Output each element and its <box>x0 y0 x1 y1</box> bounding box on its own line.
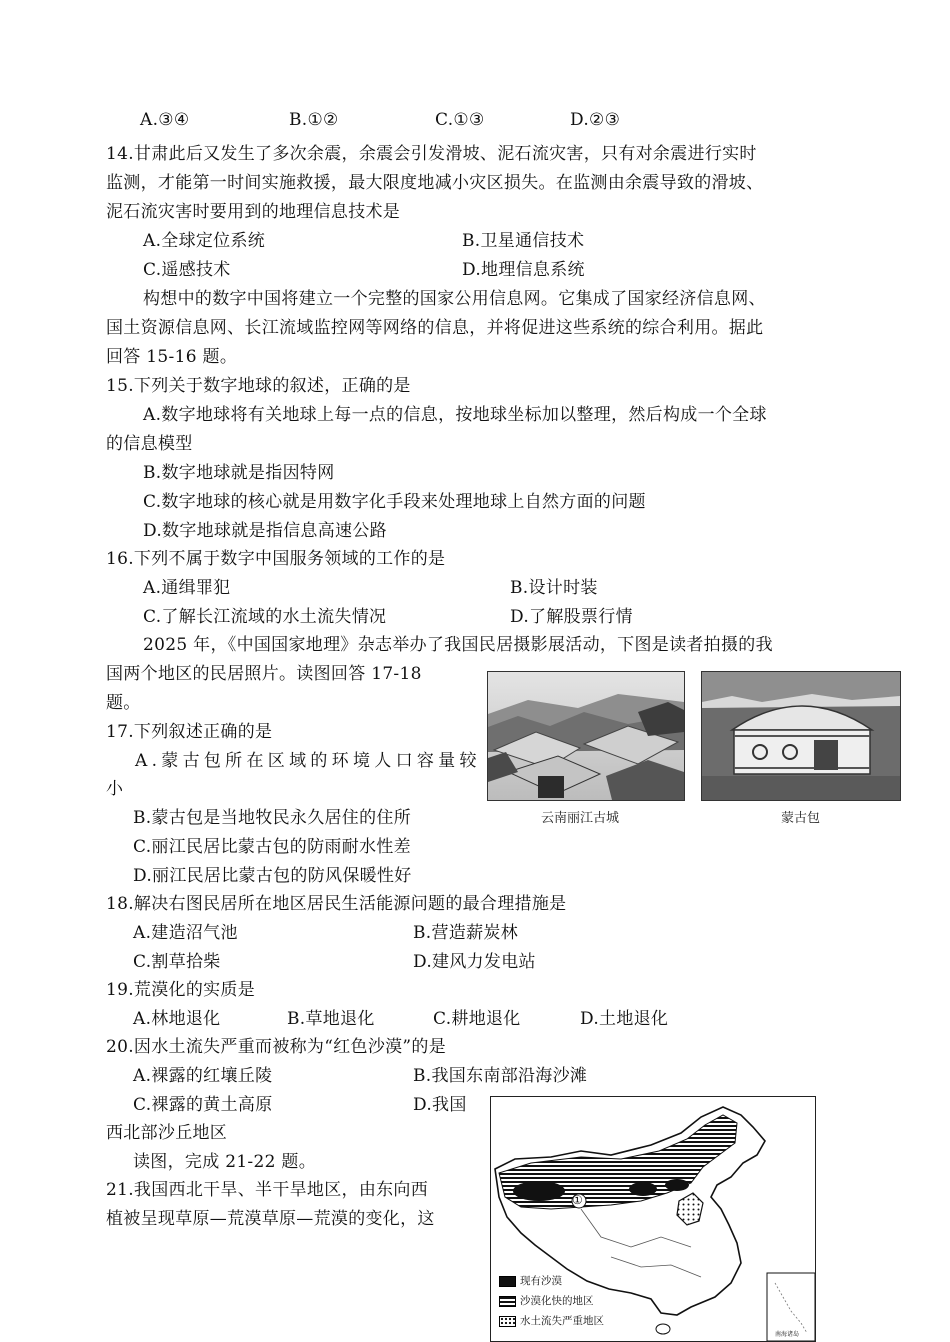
inset-label: 南海诸岛 <box>775 1331 800 1338</box>
q14-option-a: A.全球定位系统 <box>143 231 266 251</box>
q13-option-b: B.①② <box>289 110 339 130</box>
intro15-line1: 构想中的数字中国将建立一个完整的国家公用信息网。它集成了国家经济信息网、 <box>143 289 766 309</box>
q19-option-d: D.土地退化 <box>580 1009 669 1029</box>
q15-option-c: C.数字地球的核心就是用数字化手段来处理地球上自然方面的问题 <box>143 492 646 512</box>
map-marker-1: ① <box>572 1193 583 1207</box>
intro15-line2: 国土资源信息网、长江流域监控网等网络的信息，并将促进这些系统的综合利用。据此 <box>106 318 764 338</box>
q14-stem-line3: 泥石流灾害时要用到的地理信息技术是 <box>106 202 401 222</box>
q13-option-a: A.③④ <box>140 110 190 130</box>
q21-stem-line1: 21.我国西北干旱、半干旱地区，由东向西 <box>106 1180 429 1200</box>
lijiang-photo-caption: 云南丽江古城 <box>541 811 620 826</box>
q13-option-d: D.②③ <box>570 110 621 130</box>
yurt-photo <box>701 671 901 801</box>
q17-option-a-line1: A.蒙古包所在区域的环境人口容量较 <box>135 751 481 771</box>
lijiang-photo <box>487 671 685 801</box>
q16-option-a: A.通缉罪犯 <box>143 578 231 598</box>
q15-option-a-line1: A.数字地球将有关地球上每一点的信息，按地球坐标加以整理，然后构成一个全球 <box>143 405 767 425</box>
q17-option-d: D.丽江民居比蒙古包的防风保暖性好 <box>133 866 412 886</box>
q17-option-a-line2: 小 <box>106 779 124 799</box>
intro17-line1: 2025 年，《中国国家地理》杂志举办了我国民居摄影展活动，下图是读者拍摄的我 <box>143 635 773 655</box>
q18-option-c: C.割草拾柴 <box>133 952 221 972</box>
legend-label-rapid-desertification: 沙漠化快的地区 <box>520 1295 594 1307</box>
q16-option-b: B.设计时装 <box>510 578 598 598</box>
intro17-line2: 国两个地区的民居照片。读图回答 17-18 <box>106 664 422 684</box>
legend-label-existing-desert: 现有沙漠 <box>520 1275 562 1287</box>
legend-existing-desert <box>499 1273 562 1288</box>
intro21: 读图，完成 21-22 题。 <box>133 1152 317 1172</box>
q15-option-b: B.数字地球就是指因特网 <box>143 463 335 483</box>
q19-option-c: C.耕地退化 <box>433 1009 521 1029</box>
q15-option-a-line2: 的信息模型 <box>106 434 193 454</box>
q18-option-d: D.建风力发电站 <box>413 952 536 972</box>
legend-soil-erosion <box>499 1313 604 1328</box>
q19-option-a: A.林地退化 <box>133 1009 221 1029</box>
q14-option-d: D.地理信息系统 <box>462 260 585 280</box>
q17-option-c: C.丽江民居比蒙古包的防雨耐水性差 <box>133 837 411 857</box>
q20-option-c: C.裸露的黄土高原 <box>133 1095 273 1115</box>
q14-stem-line1: 14.甘肃此后又发生了多次余震，余震会引发滑坡、泥石流灾害，只有对余震进行实时 <box>106 144 757 164</box>
intro17-line3: 题。 <box>106 693 141 713</box>
q20-option-d-line1: D.我国 <box>413 1095 467 1115</box>
q20-option-a: A.裸露的红壤丘陵 <box>133 1066 273 1086</box>
q17-stem: 17.下列叙述正确的是 <box>106 722 273 742</box>
china-desertification-map <box>490 1096 816 1342</box>
q15-option-d: D.数字地球就是指信息高速公路 <box>143 521 387 541</box>
legend-label-soil-erosion: 水土流失严重地区 <box>520 1315 604 1327</box>
q19-stem: 19.荒漠化的实质是 <box>106 980 256 1000</box>
q20-stem: 20.因水土流失严重而被称为“红色沙漠”的是 <box>106 1037 447 1057</box>
q18-stem: 18.解决右图民居所在地区居民生活能源问题的最合理措施是 <box>106 894 567 914</box>
q13-option-c: C.①③ <box>435 110 485 130</box>
q14-option-b: B.卫星通信技术 <box>462 231 585 251</box>
legend-rapid-desertification <box>499 1293 594 1308</box>
q14-option-c: C.遥感技术 <box>143 260 231 280</box>
q20-option-d-line2: 西北部沙丘地区 <box>106 1123 228 1143</box>
q17-option-b: B.蒙古包是当地牧民永久居住的住所 <box>133 808 411 828</box>
yurt-photo-caption: 蒙古包 <box>781 811 821 826</box>
q21-stem-line2: 植被呈现草原—荒漠草原—荒漠的变化，这 <box>106 1209 435 1229</box>
q15-stem: 15.下列关于数字地球的叙述，正确的是 <box>106 376 411 396</box>
q16-option-d: D.了解股票行情 <box>510 607 633 627</box>
q16-stem: 16.下列不属于数字中国服务领域的工作的是 <box>106 549 446 569</box>
q20-option-b: B.我国东南部沿海沙滩 <box>413 1066 588 1086</box>
q16-option-c: C.了解长江流域的水土流失情况 <box>143 607 387 627</box>
q18-option-b: B.营造薪炭林 <box>413 923 518 943</box>
q19-option-b: B.草地退化 <box>287 1009 375 1029</box>
q14-stem-line2: 监测，才能第一时间实施救援，最大限度地减小灾区损失。在监测由余震导致的滑坡、 <box>106 173 764 193</box>
q18-option-a: A.建造沼气池 <box>133 923 238 943</box>
intro15-line3: 回答 15-16 题。 <box>106 347 238 367</box>
